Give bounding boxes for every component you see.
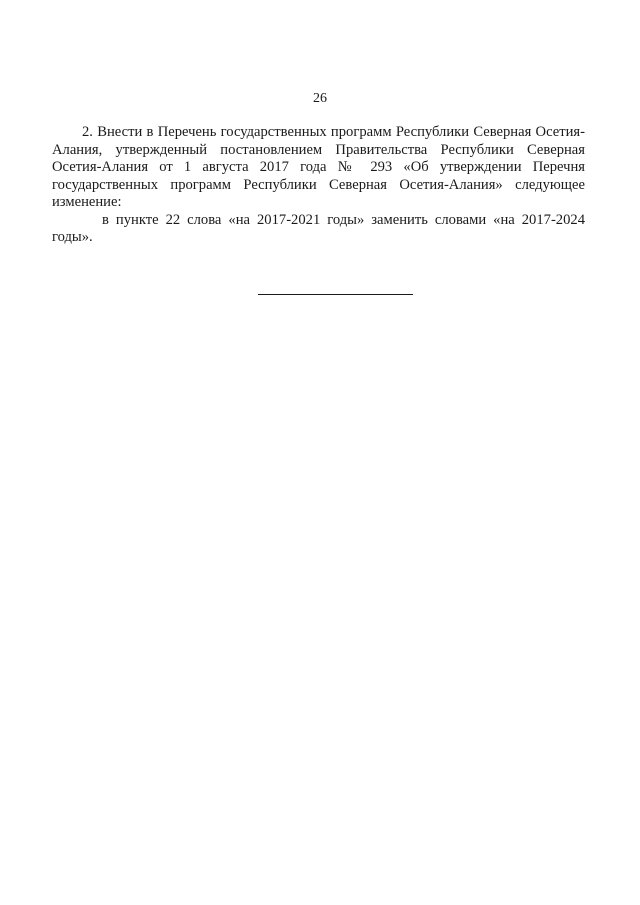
page-number: 26 [313, 91, 327, 106]
paragraph-change-detail: в пункте 22 слова «на 2017-2021 годы» заменить словами «на 2017-2024 годы». [52, 211, 585, 245]
closing-divider-line [258, 294, 413, 295]
paragraph-amendment: 2. Внести в Перечень государственных программ Республики Северная Осетия-Алания, утвержденный постановлением Правительства Республики Северная Осетия-Алания от 1 августа 2017 года № 293 «Об утверждении Перечня государственных программ Республики Северная Осетия-Алания» следующее изменение: [52, 124, 585, 210]
document-body [52, 124, 585, 247]
